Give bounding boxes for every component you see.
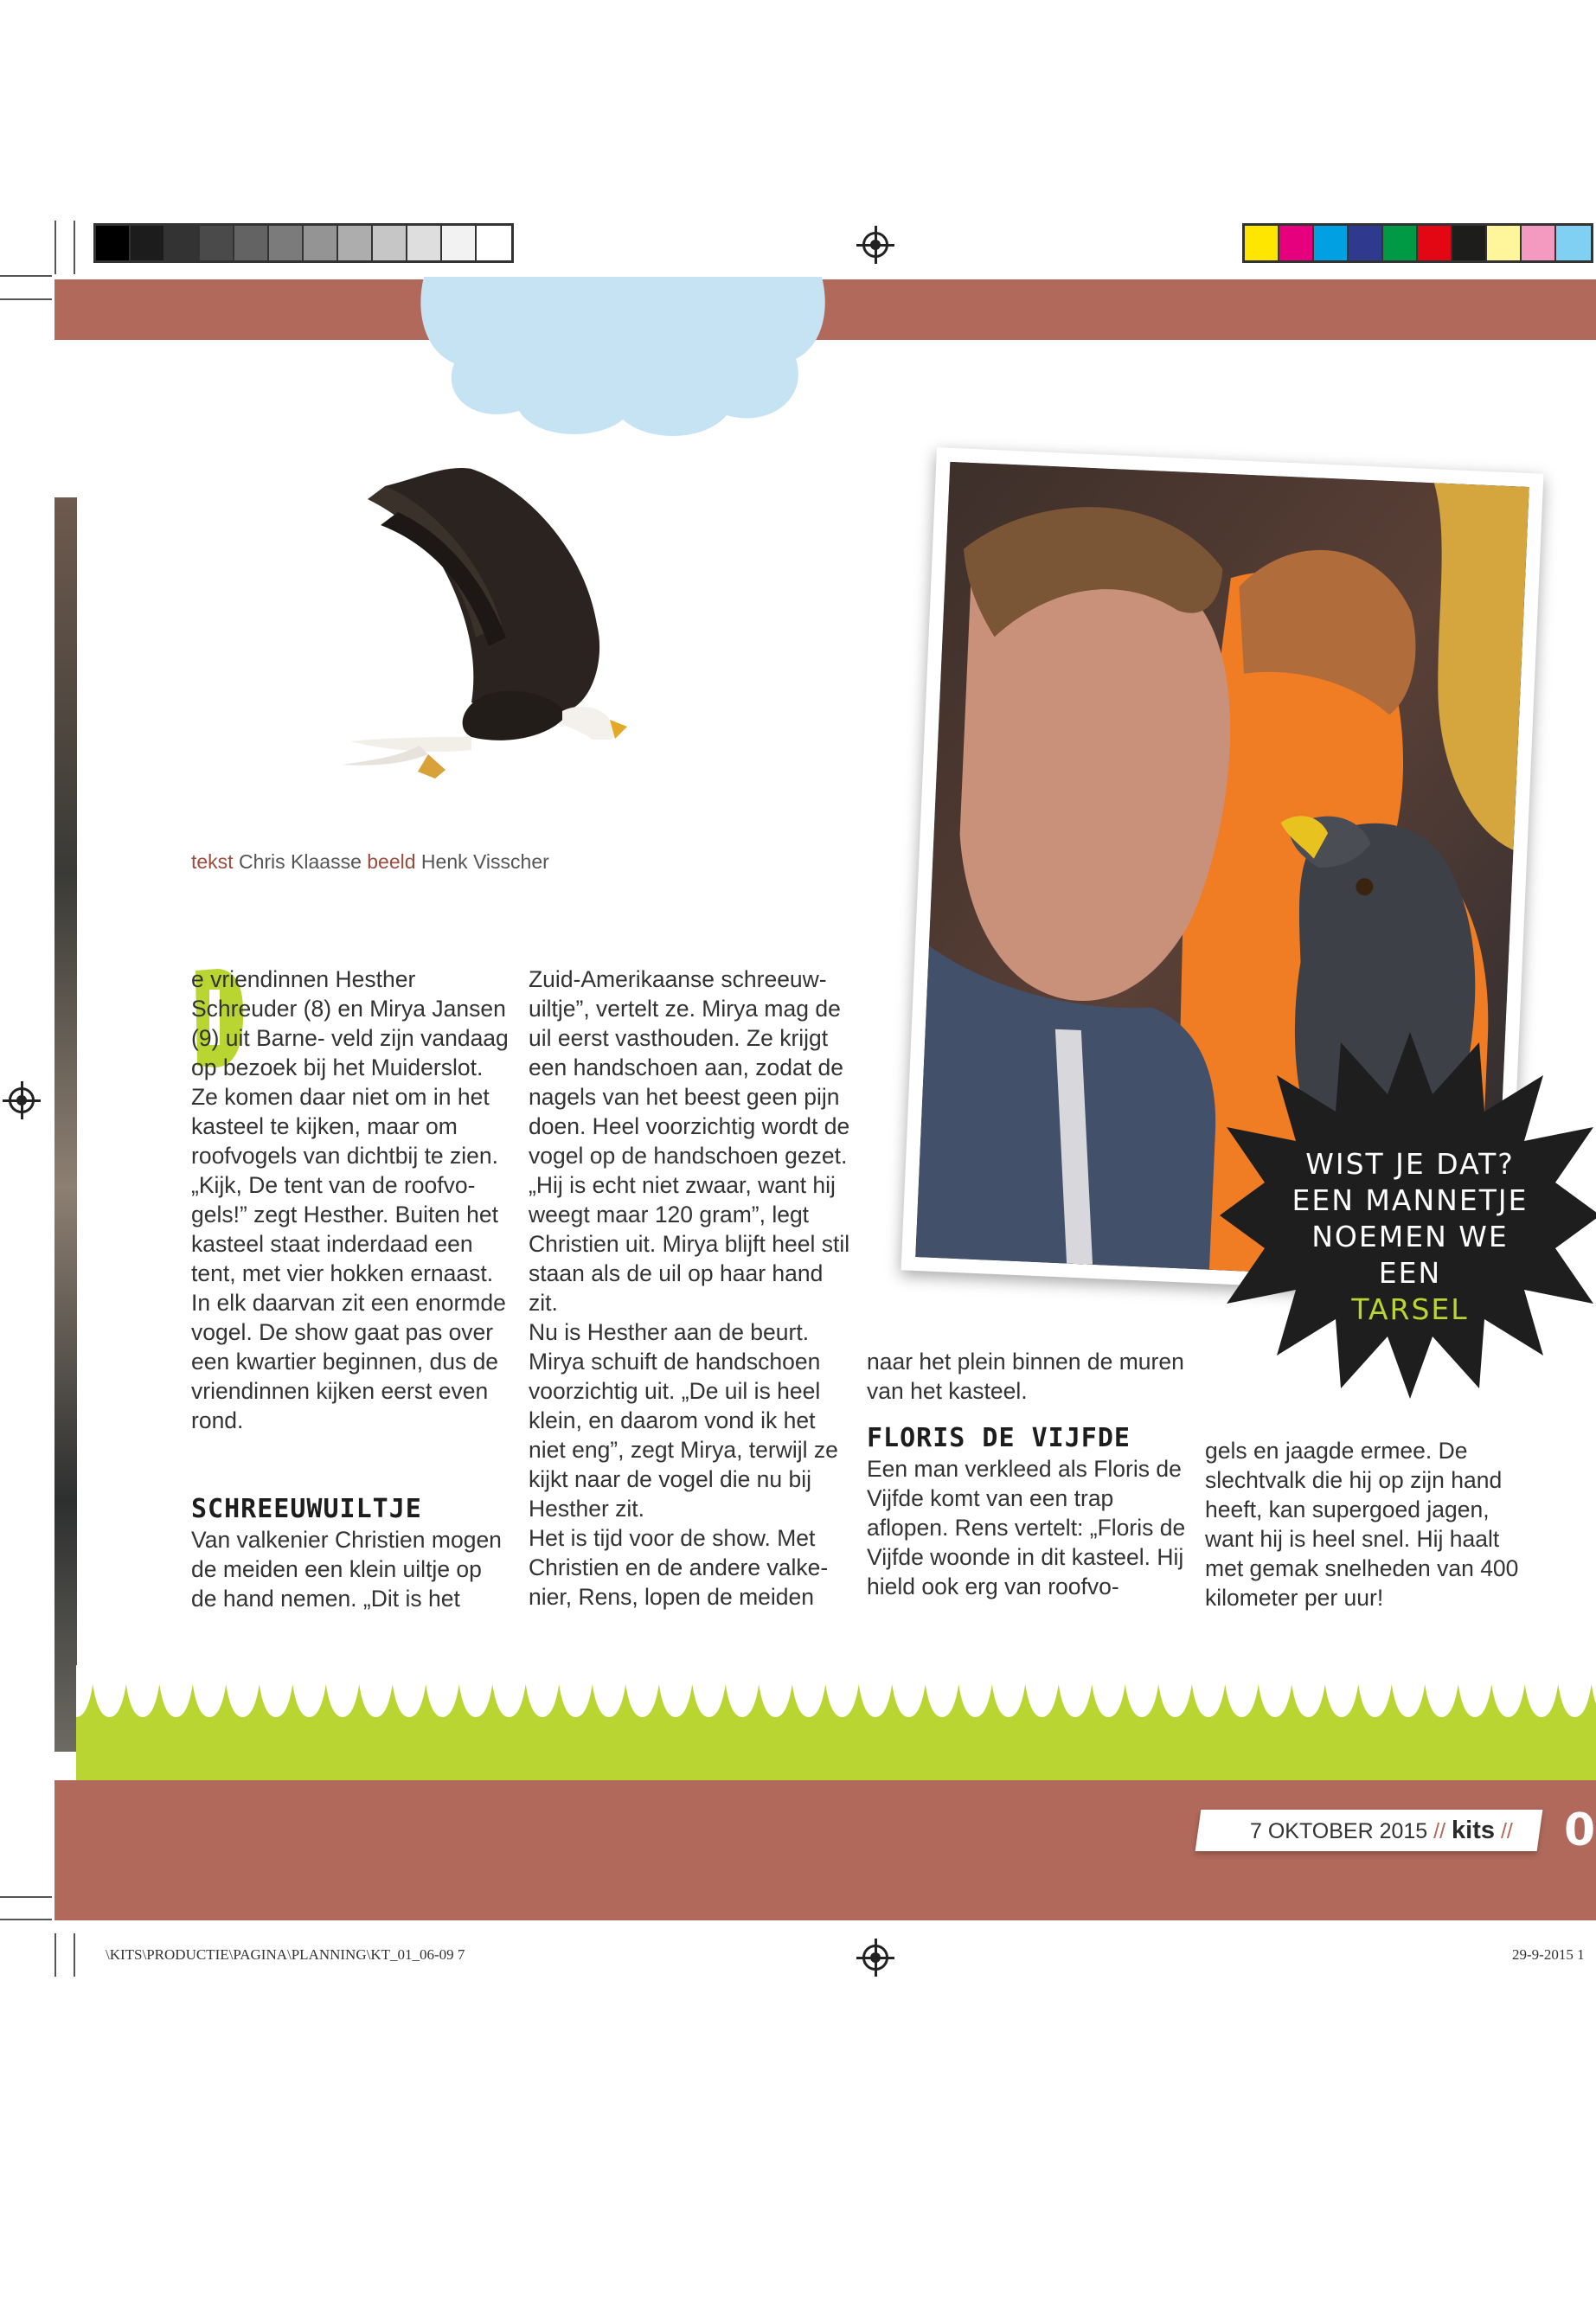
crop-mark: [54, 221, 56, 274]
article-column-1-lower: [191, 1494, 513, 1613]
grass-border: [76, 1665, 1596, 1782]
article-column-3: [867, 1347, 1194, 1601]
fact-text: [1259, 1146, 1561, 1328]
fact-line: WIST JE DAT?: [1305, 1147, 1515, 1181]
slug-path: \KITS\PRODUCTIE\PAGINA\PLANNING\KT_01_06-09 7: [106, 1946, 465, 1963]
fact-line: NOEMEN WE: [1311, 1220, 1509, 1253]
fact-highlight: TARSEL: [1351, 1292, 1469, 1326]
crop-mark: [0, 1896, 52, 1898]
crop-mark: [0, 275, 52, 277]
page-number: 0: [1564, 1804, 1596, 1856]
issue-date: 7 OKTOBER 2015: [1250, 1819, 1428, 1843]
eagle-illustration: [333, 452, 627, 789]
cloud-shape: [415, 277, 830, 437]
fact-line: EEN MANNETJE: [1292, 1183, 1529, 1217]
registration-mark-icon: [9, 1087, 35, 1113]
folio-text: [1250, 1817, 1513, 1845]
grayscale-bar: [93, 223, 514, 263]
section-heading-floris: FLORIS DE VIJFDE: [867, 1423, 1131, 1453]
crop-mark: [0, 298, 52, 300]
crop-mark: [54, 1933, 56, 1977]
separator: //: [1500, 1819, 1513, 1843]
article-column-1: [191, 965, 513, 1435]
registration-mark-icon: [862, 1945, 888, 1971]
paragraph: gels en jaagde ermee. De slechtvalk die hij op zijn hand heeft, kan supergoed jagen, want hij is heel snel. Hij haalt met gemak snelheden van 400 kilometer per uur!: [1205, 1438, 1519, 1611]
paragraph: Zuid-Amerikaanse schreeuw- uiltje”, vertelt ze. Mirya mag de uil eerst vasthouden. Ze krijgt een handschoen aan, zodat de nagels van het beest geen pijn doen. Heel voorzichtig wordt de vogel op de handschoen gezet. „Hij is echt niet zwaar, want hij weegt maar 120 gram”, legt Christien uit. Mirya blijft heel stil staan als de uil op haar hand zit.: [529, 966, 850, 1316]
color-bar: [1242, 223, 1593, 263]
crop-mark: [74, 1933, 75, 1977]
article-column-4: [1205, 1436, 1534, 1612]
intro-paragraph: e vriendinnen Hesther Schreuder (8) en Mirya Jansen (9) uit Barne- veld zijn vandaag op bezoek bij het Muiderslot. Ze komen daar niet om in het kasteel te kijken, maar om roofvogels van dichtbij te zien. „Kijk, De tent van de roofvo- gels!” zegt Hesther. Buiten het kasteel staat inderdaad een tent, met vier hokken ernaast. In elk daarvan zit een enormde vogel. De show gaat pas over een kwartier beginnen, dus de vriendinnen kijken eerst even rond.: [191, 966, 509, 1433]
crop-mark: [0, 1919, 52, 1920]
paragraph: Een man verkleed als Floris de Vijfde komt van een trap aflopen. Rens vertelt: „Floris de Vijfde woonde in dit kasteel. Hij hield ook erg van roofvo-: [867, 1456, 1186, 1599]
registration-mark-icon: [862, 232, 888, 258]
fact-line: EEN: [1378, 1256, 1442, 1290]
slug-date: 29-9-2015 1: [1512, 1946, 1585, 1963]
left-page-edge-photo: [54, 497, 77, 1752]
section-heading-schreeuwuiltje: SCHREEUWUILTJE: [191, 1494, 422, 1524]
article-column-2: [529, 965, 857, 1612]
crop-mark: [74, 221, 75, 274]
byline: tekst Chris Klaasse beeld Henk Visscher: [191, 850, 549, 873]
separator: //: [1433, 1819, 1446, 1843]
paragraph: naar het plein binnen de muren van het kasteel.: [867, 1349, 1184, 1404]
paragraph: Het is tijd voor de show. Met Christien en de andere valke- nier, Rens, lopen de meiden: [529, 1525, 829, 1610]
brand-name: kits: [1452, 1817, 1495, 1844]
paragraph: Van valkenier Christien mogen de meiden een klein uiltje op de hand nemen. „Dit is het: [191, 1527, 502, 1612]
paragraph: Nu is Hesther aan de beurt. Mirya schuift de handschoen voorzichtig uit. „De uil is heel klein, en daarom vond ik het niet eng”, zegt Mirya, terwijl ze kijkt naar de vogel die nu bij Hesther zit.: [529, 1319, 838, 1522]
